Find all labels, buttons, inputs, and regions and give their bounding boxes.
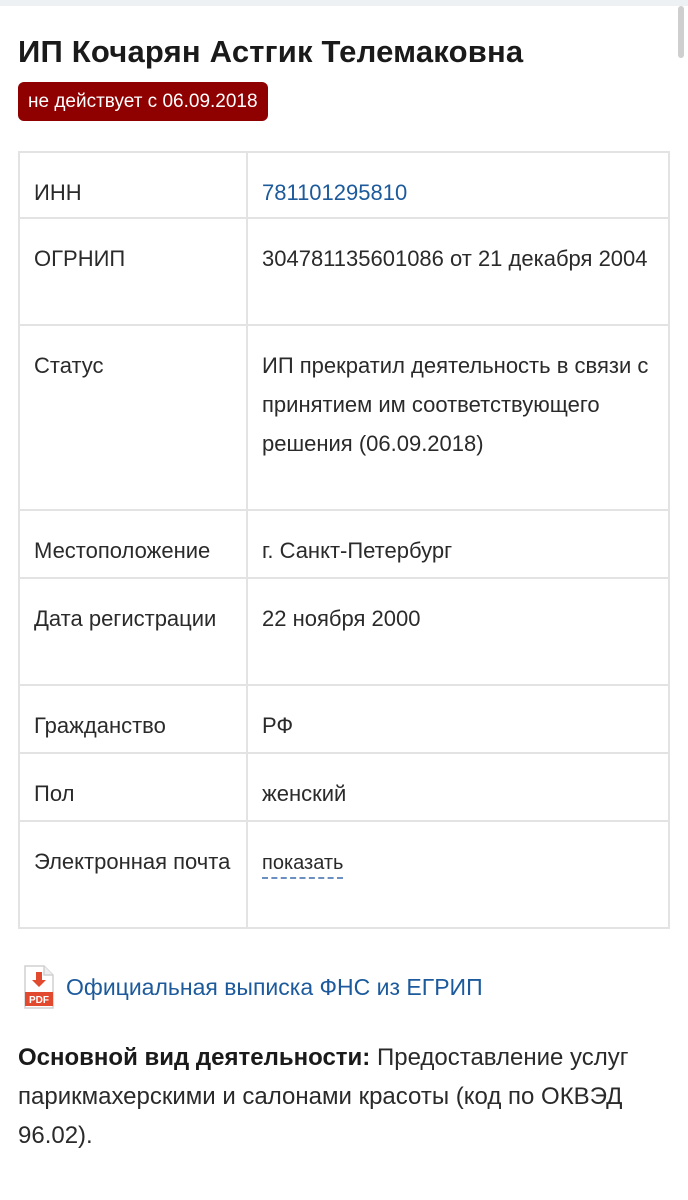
scrollbar[interactable] bbox=[678, 6, 684, 58]
activity-text: Предоставление услуг парикмахерскими и салонами красоты (код по ОКВЭД 96.02). bbox=[18, 1044, 629, 1149]
show-email-button[interactable]: показать bbox=[262, 850, 343, 879]
info-row-label: Статус bbox=[19, 325, 247, 510]
info-row-label: Пол bbox=[19, 753, 247, 821]
info-table bbox=[18, 151, 670, 929]
info-row-value bbox=[247, 152, 669, 218]
info-row-value: 304781135601086 от 21 декабря 2004 bbox=[247, 218, 669, 325]
info-row bbox=[19, 578, 669, 685]
info-row bbox=[19, 821, 669, 928]
info-row bbox=[19, 510, 669, 578]
info-row-value: РФ bbox=[247, 685, 669, 753]
info-row-label: Местоположение bbox=[19, 510, 247, 578]
info-row-value: женский bbox=[247, 753, 669, 821]
info-row-label: ИНН bbox=[19, 152, 247, 218]
page-title: ИП Кочарян Астгик Телемаковна bbox=[18, 34, 524, 69]
info-row bbox=[19, 753, 669, 821]
info-row bbox=[19, 325, 669, 510]
pdf-extract-row[interactable] bbox=[22, 964, 483, 1010]
status-badge: не действует с 06.09.2018 bbox=[18, 82, 268, 121]
activity-label: Основной вид деятельности: bbox=[18, 1044, 371, 1071]
info-row-label: Гражданство bbox=[19, 685, 247, 753]
svg-text:PDF: PDF bbox=[29, 995, 49, 1006]
info-row bbox=[19, 685, 669, 753]
info-row-label: ОГРНИП bbox=[19, 218, 247, 325]
top-strip bbox=[0, 0, 688, 6]
info-row-label: Дата регистрации bbox=[19, 578, 247, 685]
main-activity bbox=[18, 1038, 670, 1155]
info-row-value: г. Санкт-Петербург bbox=[247, 510, 669, 578]
info-row-value: 22 ноября 2000 bbox=[247, 578, 669, 685]
info-row-label: Электронная почта bbox=[19, 821, 247, 928]
pdf-extract-link[interactable]: Официальная выписка ФНС из ЕГРИП bbox=[66, 973, 483, 1000]
info-row bbox=[19, 152, 669, 218]
info-row-value bbox=[247, 821, 669, 928]
info-row bbox=[19, 218, 669, 325]
pdf-file-icon[interactable] bbox=[22, 964, 56, 1010]
inn-link[interactable]: 781101295810 bbox=[262, 180, 408, 205]
info-row-value: ИП прекратил деятельность в связи с принятием им соответствующего решения (06.09.2018) bbox=[247, 325, 669, 510]
